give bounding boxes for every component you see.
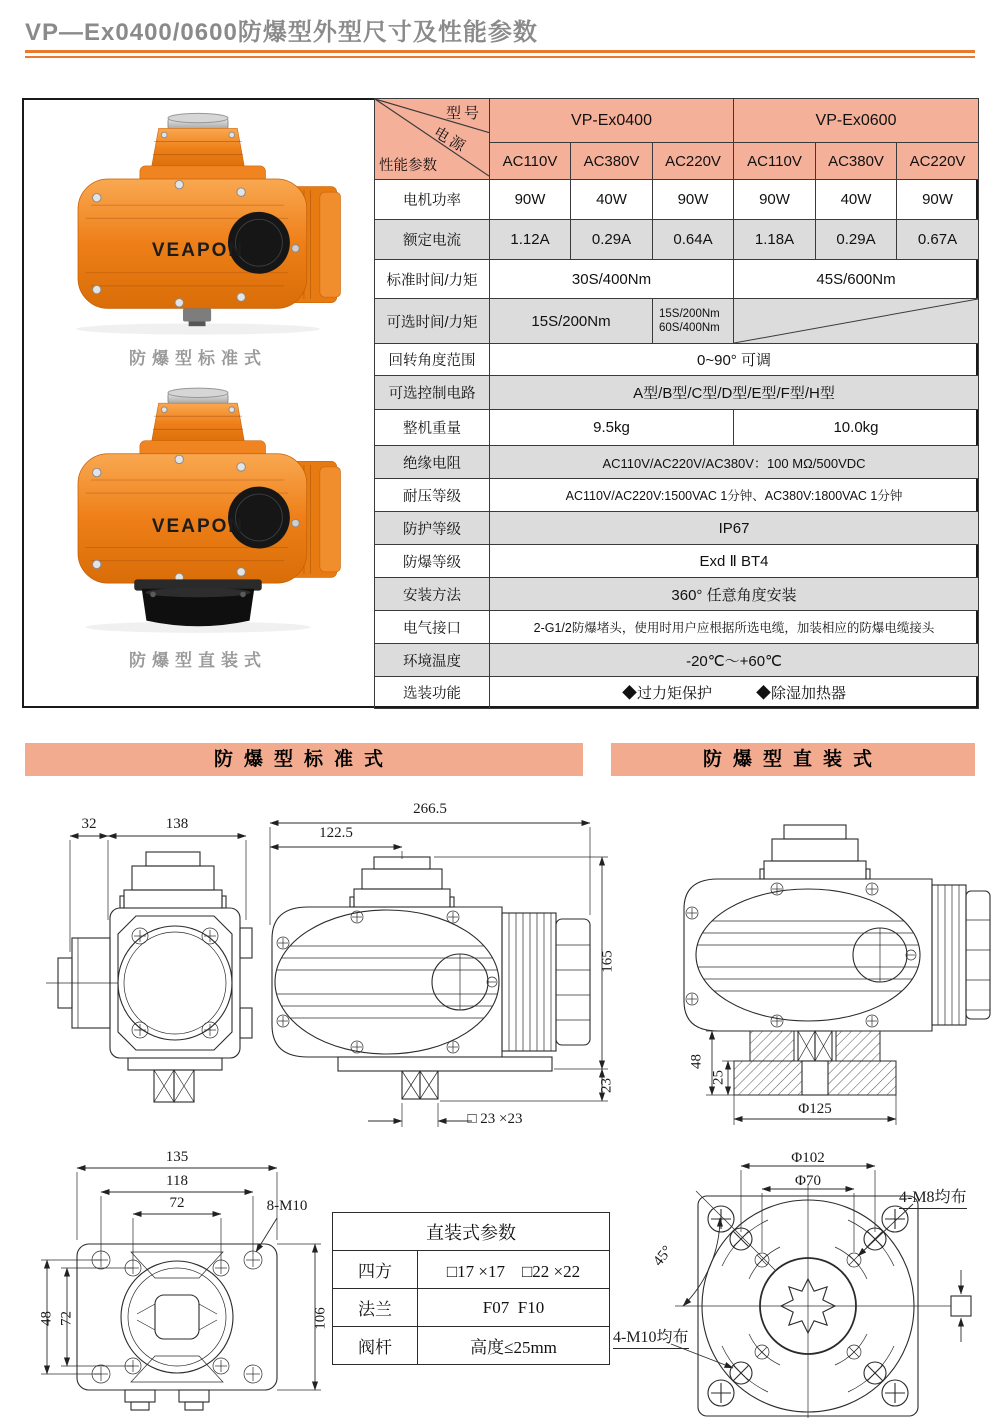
opt-torque-dual-cell: 15S/200Nm 60S/400Nm: [653, 299, 734, 344]
dim-32: 32: [81, 816, 97, 832]
product-photo-direct: [48, 386, 348, 634]
param-label: 法兰: [333, 1289, 418, 1327]
row-electrical: 电气接口 2-G1/2防爆堵头，使用时用户应根据所选电缆，加装相应的防爆电缆接头: [375, 611, 979, 644]
model-header-ex0600: VP-Ex0600: [734, 99, 979, 143]
voltage-header: AC110V: [734, 143, 816, 180]
row-angle-range: 回转角度范围 0~90° 可调: [375, 344, 979, 376]
row-control-circuit: 可选控制电路 A型/B型/C型/D型/E型/F型/H型: [375, 376, 979, 410]
dim-138: 138: [165, 816, 189, 832]
dim-48: 48: [688, 1054, 705, 1069]
bolt-label-8m10: 8-M10: [266, 1198, 308, 1214]
title-underline: [25, 50, 975, 58]
dim-118: 118: [166, 1173, 188, 1189]
row-optional: 选装功能 ◆过力矩保护 ◆除湿加热器: [375, 677, 979, 709]
shaft-dim-label: □ 23 ×23: [467, 1111, 523, 1127]
caption-standard: 防爆型标准式: [129, 349, 267, 368]
dim-72-top: 72: [169, 1195, 185, 1211]
voltage-header: AC220V: [653, 143, 734, 180]
param-label: 四方: [333, 1251, 418, 1289]
label-4-m8: 4-M8均布: [899, 1184, 967, 1209]
voltage-header: AC380V: [816, 143, 897, 180]
drawing-direct-side: [622, 815, 997, 1145]
not-applicable-cell: [734, 299, 979, 344]
row-motor-power: 电机功率 90W 40W 90W 90W 40W 90W: [375, 180, 979, 220]
row-ambient: 环境温度 -20℃～+60℃: [375, 644, 979, 677]
direct-side-linework: [622, 815, 997, 1145]
section-header-standard: 防爆型标准式: [25, 743, 583, 776]
dim-phi102: Φ102: [791, 1150, 825, 1166]
spec-corner-cell: [375, 99, 490, 180]
spec-table: [374, 98, 979, 709]
row-insulation: 绝缘电阻 AC110V/AC220V/AC380V：100 MΩ/500VDC: [375, 446, 979, 479]
spec-table-container: [374, 98, 978, 708]
param-label: 阀杆: [333, 1327, 418, 1365]
product-photo-standard: [48, 110, 348, 338]
optional-values: ◆过力矩保护 ◆除湿加热器: [490, 677, 979, 709]
caption-direct: 防爆型直装式: [129, 651, 267, 670]
dim-106: 106: [312, 1307, 329, 1330]
side-view-linework: [250, 795, 615, 1145]
dim-23: 23: [598, 1078, 615, 1093]
actuator-standard-image: [48, 110, 348, 338]
brand-label: VEAPON: [151, 240, 245, 261]
row-weight: 整机重量 9.5kg 10.0kg: [375, 410, 979, 446]
page-title: VP—Ex0400/0600防爆型外型尺寸及性能参数: [25, 19, 538, 46]
brand-label: VEAPON: [151, 516, 245, 537]
dim-phi70: Φ70: [795, 1173, 821, 1189]
direct-params-table: [332, 1212, 610, 1365]
dim-165: 165: [599, 950, 616, 973]
model-header-ex0400: VP-Ex0400: [490, 99, 734, 143]
dim-phi125: Φ125: [798, 1101, 832, 1117]
param-value: F07 F10: [418, 1289, 610, 1327]
direct-params-title: 直装式参数: [333, 1213, 610, 1251]
dim-266-5: 266.5: [413, 801, 447, 817]
section-header-direct: 防爆型直装式: [611, 743, 975, 776]
corner-power-label: 电源: [430, 124, 471, 157]
corner-param-label: 性能参数: [379, 158, 437, 174]
row-explosion: 防爆等级 Exd Ⅱ BT4: [375, 545, 979, 578]
corner-model-label: 型号: [445, 105, 482, 122]
voltage-header: AC220V: [897, 143, 979, 180]
bottom-view-linework: [25, 1152, 330, 1417]
voltage-header: AC110V: [490, 143, 571, 180]
param-value: □17 ×17 □22 ×22: [418, 1251, 610, 1289]
drawing-standard-side: [250, 795, 615, 1145]
row-protection: 防护等级 IP67: [375, 512, 979, 545]
row-mounting: 安装方法 360° 任意角度安装: [375, 578, 979, 611]
label-4-m10: 4-M10均布: [613, 1324, 689, 1349]
drawing-standard-bottom: [25, 1149, 330, 1417]
dim-72-left: 72: [58, 1311, 75, 1326]
row-opt-time-torque: 可选时间/力矩 15S/200Nm 15S/200Nm 60S/400Nm: [375, 299, 979, 344]
row-withstand: 耐压等级 AC110V/AC220V:1500VAC 1分钟、AC380V:1800VAC 1分钟: [375, 479, 979, 512]
param-value: 高度≤25mm: [418, 1327, 610, 1365]
actuator-direct-image: [48, 386, 348, 634]
dim-25: 25: [710, 1070, 727, 1085]
dim-135: 135: [165, 1149, 189, 1165]
dim-122-5: 122.5: [319, 825, 353, 841]
row-std-time-torque: 标准时间/力矩 30S/400Nm 45S/600Nm: [375, 260, 979, 299]
dim-48-left: 48: [38, 1311, 55, 1326]
label-45deg: 45°: [650, 1242, 676, 1270]
row-rated-current: 额定电流 1.12A 0.29A 0.64A 1.18A 0.29A 0.67A: [375, 220, 979, 260]
voltage-header: AC380V: [571, 143, 653, 180]
drawing-direct-bottom: [613, 1148, 998, 1421]
